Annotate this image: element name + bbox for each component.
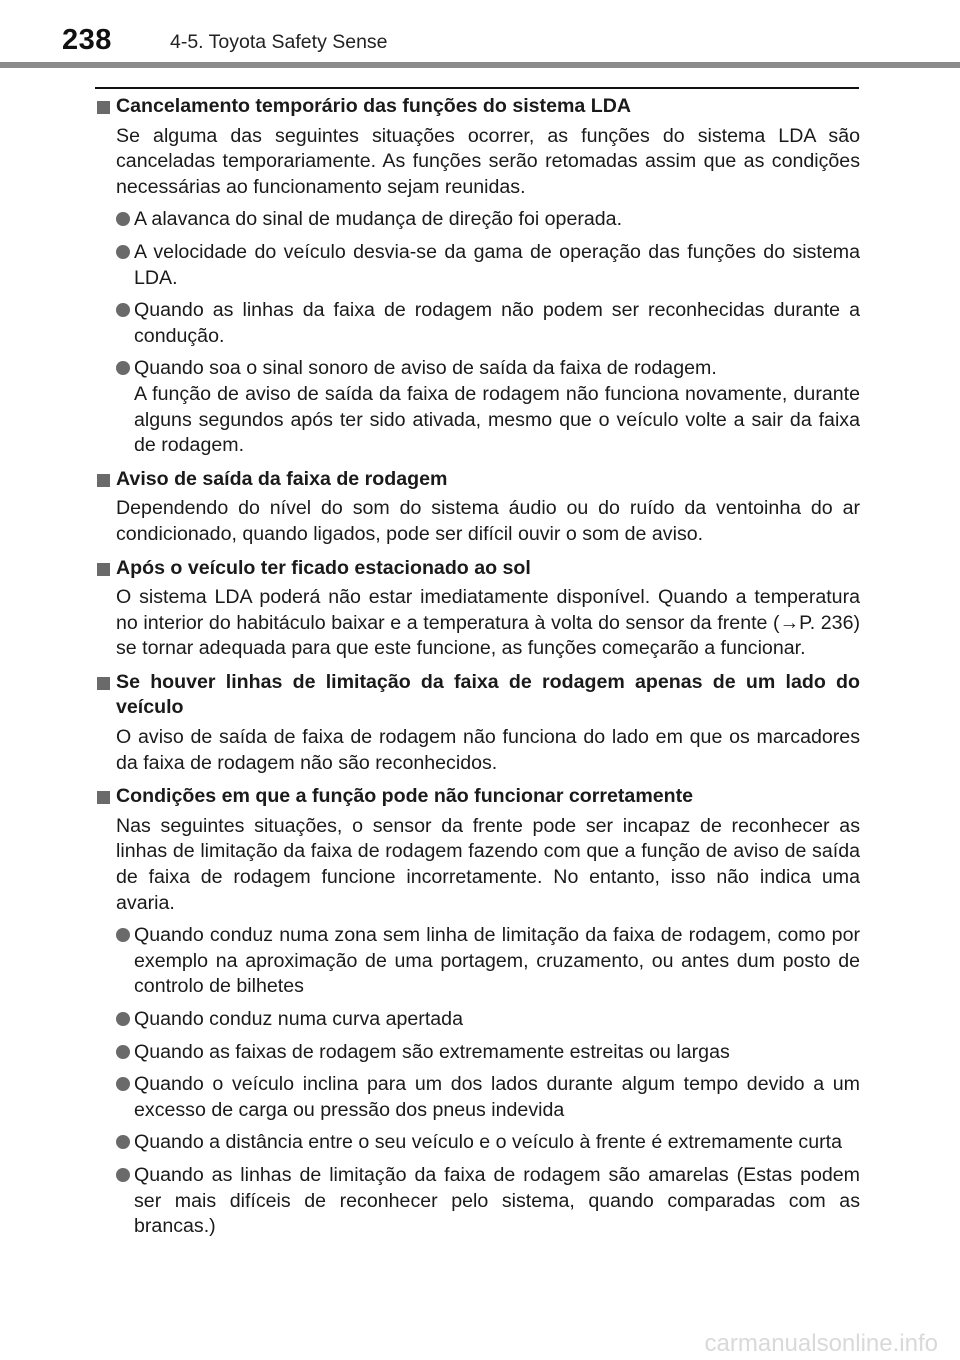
- round-bullet-icon: [116, 928, 130, 942]
- list-item-text: Quando as linhas de limitação da faixa de rodagem são amarelas (Estas podem ser mais difíceis de reconhecer pelo sistema, quando comparadas com as brancas.): [134, 1163, 860, 1238]
- list-item: [96, 1163, 860, 1240]
- header-bar: [0, 62, 960, 68]
- round-bullet-icon: [116, 1045, 130, 1059]
- section-title-text: Condições em que a função pode não funcionar corretamente: [116, 785, 694, 808]
- list-item: [96, 1040, 860, 1066]
- section-paragraph: O aviso de saída de faixa de rodagem não funciona do lado em que os marcadores da faixa de rodagem não são reconhecidos.: [116, 726, 860, 774]
- list-item-text: Quando conduz numa zona sem linha de limitação da faixa de rodagem, como por exemplo na aproximação de uma portagem, cruzamento, ou antes dum posto de controlo de bilhetes: [134, 924, 860, 998]
- list-item-note: A função de aviso de saída da faixa de rodagem não funciona novamente, durante alguns segundos após ter sido ativada, mesmo que o veículo volte a sair da faixa de rodagem.: [134, 382, 860, 457]
- list-item-text: Quando a distância entre o seu veículo e o veículo à frente é extremamente curta: [134, 1131, 842, 1154]
- section-title-malfunction-conditions: [96, 784, 860, 810]
- page-number: 238: [62, 24, 112, 56]
- section-paragraph: Dependendo do nível do som do sistema áudio ou do ruído da ventoinha do ar condicionado, quando ligados, pode ser difícil ouvir o som de aviso.: [116, 497, 860, 545]
- section-title-lane-warning: [96, 467, 860, 493]
- page-content: [96, 94, 860, 1240]
- section-title-text: Cancelamento temporário das funções do sistema LDA: [116, 95, 632, 117]
- list-item-text: Quando o veículo inclina para um dos lados durante algum tempo devido a um excesso de carga ou pressão dos pneus indevida: [134, 1073, 860, 1121]
- list-item: [96, 1072, 860, 1123]
- round-bullet-icon: [116, 245, 130, 259]
- list-item: [96, 207, 860, 233]
- section-title-parked-in-sun: [96, 556, 860, 582]
- list-item-text: Quando conduz numa curva apertada: [134, 1008, 463, 1030]
- section-paragraph: Se alguma das seguintes situações ocorrer, as funções do sistema LDA são canceladas temporariamente. As funções serão retomadas assim que as condições necessárias ao funcionamento sejam reunidas.: [116, 124, 860, 198]
- top-rule: [95, 87, 859, 89]
- round-bullet-icon: [116, 303, 130, 317]
- round-bullet-icon: [116, 361, 130, 375]
- list-item-text: Quando as linhas da faixa de rodagem não podem ser reconhecidas durante a condução.: [134, 299, 860, 347]
- section-title-text: Após o veículo ter ficado estacionado ao sol: [116, 556, 531, 579]
- page-header: [0, 0, 960, 68]
- round-bullet-icon: [116, 212, 130, 226]
- section-title-text: Se houver linhas de limitação da faixa de rodagem apenas de um lado do veículo: [116, 670, 860, 719]
- list-item-text: A velocidade do veículo desvia-se da gama de operação das funções do sistema LDA.: [134, 240, 860, 289]
- list-item: [96, 1007, 860, 1033]
- round-bullet-icon: [116, 1077, 130, 1091]
- section-paragraph: Nas seguintes situações, o sensor da frente pode ser incapaz de reconhecer as linhas de limitação da faixa de rodagem fazendo com que a função de aviso de saída de faixa de rodagem funcione incorretamente. No entanto, isso não indica uma avaria.: [116, 814, 860, 914]
- square-bullet-icon: [97, 677, 110, 690]
- list-item: [96, 298, 860, 349]
- round-bullet-icon: [116, 1012, 130, 1026]
- round-bullet-icon: [116, 1168, 130, 1182]
- list-item: [96, 923, 860, 1000]
- section-title-temporary-cancel: [96, 94, 860, 120]
- square-bullet-icon: [97, 101, 110, 114]
- list-item-text: Quando soa o sinal sonoro de aviso de saída da faixa de rodagem.: [134, 357, 717, 380]
- list-item: [96, 356, 860, 458]
- section-title-text: Aviso de saída da faixa de rodagem: [116, 467, 448, 490]
- square-bullet-icon: [97, 474, 110, 487]
- chapter-title: 4-5. Toyota Safety Sense: [170, 31, 388, 53]
- list-item-text: Quando as faixas de rodagem são extremamente estreitas ou largas: [134, 1040, 730, 1063]
- section-paragraph: O sistema LDA poderá não estar imediatamente disponível. Quando a temperatura no interior do habitáculo baixar e a temperatura à volta do sensor da frente (→P. 236) se tornar adequada para que este funcione, as funções começarão a funcionar.: [116, 586, 860, 660]
- section-title-one-side-lines: [96, 670, 860, 721]
- square-bullet-icon: [97, 563, 110, 576]
- round-bullet-icon: [116, 1135, 130, 1149]
- list-item: [96, 1130, 860, 1156]
- square-bullet-icon: [97, 791, 110, 804]
- watermark: carmanualsonline.info: [704, 1330, 938, 1357]
- list-item-text: A alavanca do sinal de mudança de direção foi operada.: [134, 208, 623, 231]
- list-item: [96, 240, 860, 291]
